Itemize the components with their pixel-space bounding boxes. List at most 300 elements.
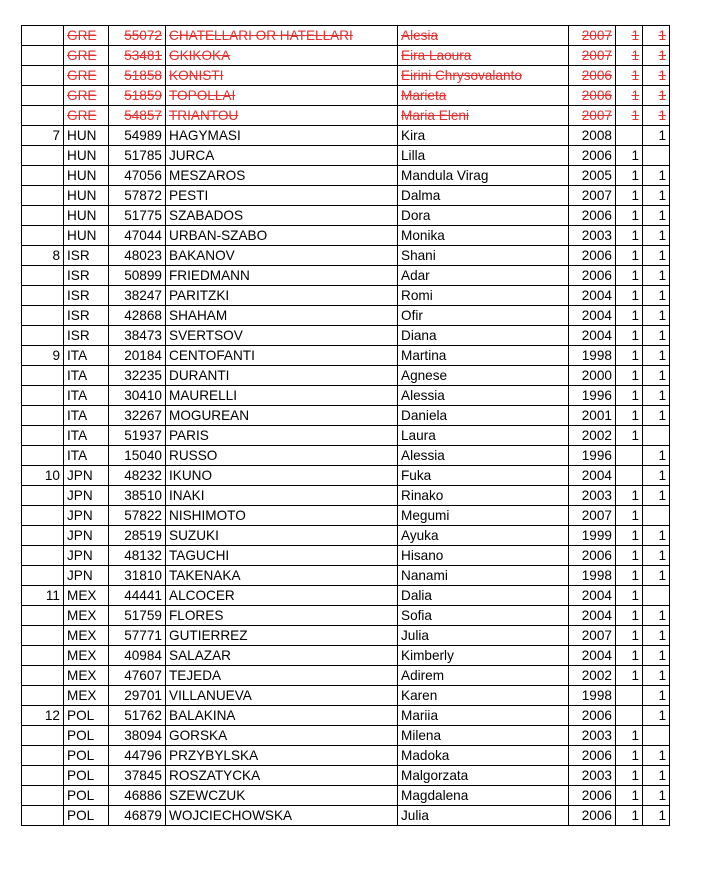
entry-flag-2-cell: 1 xyxy=(643,686,670,706)
group-number-cell xyxy=(22,626,64,646)
surname-cell: MAURELLI xyxy=(166,386,398,406)
table-row xyxy=(22,806,670,826)
given-name-cell: Laura xyxy=(398,426,569,446)
athlete-id-cell: 51937 xyxy=(109,426,166,446)
group-number-cell xyxy=(22,106,64,126)
entry-flag-1-cell: 1 xyxy=(616,326,643,346)
group-number-cell xyxy=(22,546,64,566)
surname-cell: IKUNO xyxy=(166,466,398,486)
nation-code-cell: ISR xyxy=(64,326,109,346)
nation-code-cell: HUN xyxy=(64,166,109,186)
athlete-id-cell: 51762 xyxy=(109,706,166,726)
entry-flag-2-cell: 1 xyxy=(643,446,670,466)
athlete-id-cell: 37845 xyxy=(109,766,166,786)
surname-cell: TRIANTOU xyxy=(166,106,398,126)
surname-cell: FRIEDMANN xyxy=(166,266,398,286)
table-row xyxy=(22,166,670,186)
table-row-cancelled xyxy=(22,26,670,46)
birth-year-cell: 2002 xyxy=(569,426,616,446)
birth-year-cell: 1996 xyxy=(569,446,616,466)
birth-year-cell: 2003 xyxy=(569,486,616,506)
group-number-cell xyxy=(22,166,64,186)
group-number-cell xyxy=(22,746,64,766)
athlete-id-cell: 30410 xyxy=(109,386,166,406)
entry-flag-1-cell xyxy=(616,126,643,146)
entry-flag-1-cell: 1 xyxy=(616,166,643,186)
group-number-cell xyxy=(22,526,64,546)
group-number-cell xyxy=(22,726,64,746)
nation-code-cell: JPN xyxy=(64,506,109,526)
nation-code-cell: JPN xyxy=(64,566,109,586)
surname-cell: PESTI xyxy=(166,186,398,206)
nation-code-cell: MEX xyxy=(64,646,109,666)
entry-flag-1-cell: 1 xyxy=(616,426,643,446)
nation-code-cell: MEX xyxy=(64,626,109,646)
table-row xyxy=(22,126,670,146)
nation-code-cell: HUN xyxy=(64,206,109,226)
group-number-cell xyxy=(22,646,64,666)
group-number-cell xyxy=(22,806,64,826)
given-name-cell: Ayuka xyxy=(398,526,569,546)
birth-year-cell: 2008 xyxy=(569,126,616,146)
birth-year-cell: 2007 xyxy=(569,506,616,526)
group-number-cell: 8 xyxy=(22,246,64,266)
given-name-cell: Fuka xyxy=(398,466,569,486)
birth-year-cell: 2006 xyxy=(569,266,616,286)
group-number-cell xyxy=(22,146,64,166)
entry-flag-2-cell: 1 xyxy=(643,806,670,826)
nation-code-cell: POL xyxy=(64,726,109,746)
entry-flag-1-cell: 1 xyxy=(616,806,643,826)
birth-year-cell: 1999 xyxy=(569,526,616,546)
nation-code-cell: GRE xyxy=(64,66,109,86)
birth-year-cell: 2007 xyxy=(569,626,616,646)
athlete-id-cell: 54989 xyxy=(109,126,166,146)
entry-flag-2-cell: 1 xyxy=(643,266,670,286)
given-name-cell: Martina xyxy=(398,346,569,366)
given-name-cell: Malgorzata xyxy=(398,766,569,786)
nation-code-cell: JPN xyxy=(64,486,109,506)
surname-cell: SUZUKI xyxy=(166,526,398,546)
athlete-id-cell: 53481 xyxy=(109,46,166,66)
surname-cell: TAGUCHI xyxy=(166,546,398,566)
nation-code-cell: JPN xyxy=(64,526,109,546)
table-row-cancelled xyxy=(22,66,670,86)
nation-code-cell: GRE xyxy=(64,106,109,126)
given-name-cell: Shani xyxy=(398,246,569,266)
surname-cell: GKIKOKA xyxy=(166,46,398,66)
athlete-id-cell: 44441 xyxy=(109,586,166,606)
entry-flag-1-cell: 1 xyxy=(616,386,643,406)
entry-flag-1-cell: 1 xyxy=(616,506,643,526)
group-number-cell xyxy=(22,366,64,386)
entry-flag-1-cell: 1 xyxy=(616,306,643,326)
athlete-id-cell: 15040 xyxy=(109,446,166,466)
given-name-cell: Kimberly xyxy=(398,646,569,666)
surname-cell: HAGYMASI xyxy=(166,126,398,146)
group-number-cell xyxy=(22,206,64,226)
table-row xyxy=(22,706,670,726)
nation-code-cell: GRE xyxy=(64,46,109,66)
entry-flag-2-cell: 1 xyxy=(643,46,670,66)
athlete-id-cell: 20184 xyxy=(109,346,166,366)
nation-code-cell: HUN xyxy=(64,126,109,146)
surname-cell: WOJCIECHOWSKA xyxy=(166,806,398,826)
nation-code-cell: MEX xyxy=(64,606,109,626)
nation-code-cell: JPN xyxy=(64,546,109,566)
nation-code-cell: ISR xyxy=(64,266,109,286)
nation-code-cell: ITA xyxy=(64,346,109,366)
birth-year-cell: 2003 xyxy=(569,766,616,786)
athlete-id-cell: 38247 xyxy=(109,286,166,306)
entry-flag-2-cell: 1 xyxy=(643,546,670,566)
birth-year-cell: 2003 xyxy=(569,726,616,746)
surname-cell: CENTOFANTI xyxy=(166,346,398,366)
entry-flag-2-cell: 1 xyxy=(643,746,670,766)
athlete-id-cell: 51859 xyxy=(109,86,166,106)
entry-flag-1-cell: 1 xyxy=(616,646,643,666)
table-row xyxy=(22,546,670,566)
birth-year-cell: 2004 xyxy=(569,586,616,606)
given-name-cell: Adirem xyxy=(398,666,569,686)
nation-code-cell: ITA xyxy=(64,446,109,466)
athlete-id-cell: 32267 xyxy=(109,406,166,426)
birth-year-cell: 2001 xyxy=(569,406,616,426)
table-row xyxy=(22,406,670,426)
athlete-id-cell: 40984 xyxy=(109,646,166,666)
athlete-id-cell: 47607 xyxy=(109,666,166,686)
surname-cell: BAKANOV xyxy=(166,246,398,266)
surname-cell: SALAZAR xyxy=(166,646,398,666)
birth-year-cell: 2006 xyxy=(569,66,616,86)
table-row xyxy=(22,346,670,366)
table-row xyxy=(22,766,670,786)
table-row xyxy=(22,246,670,266)
group-number-cell xyxy=(22,26,64,46)
table-row xyxy=(22,206,670,226)
surname-cell: ROSZATYCKA xyxy=(166,766,398,786)
table-row xyxy=(22,586,670,606)
surname-cell: FLORES xyxy=(166,606,398,626)
group-number-cell: 12 xyxy=(22,706,64,726)
surname-cell: SZABADOS xyxy=(166,206,398,226)
entry-flag-2-cell: 1 xyxy=(643,606,670,626)
surname-cell: PARIS xyxy=(166,426,398,446)
entry-flag-2-cell: 1 xyxy=(643,306,670,326)
entry-flag-2-cell: 1 xyxy=(643,366,670,386)
athlete-id-cell: 51759 xyxy=(109,606,166,626)
table-row xyxy=(22,626,670,646)
surname-cell: INAKI xyxy=(166,486,398,506)
athlete-id-cell: 47044 xyxy=(109,226,166,246)
table-row xyxy=(22,286,670,306)
surname-cell: GORSKA xyxy=(166,726,398,746)
nation-code-cell: HUN xyxy=(64,186,109,206)
birth-year-cell: 2004 xyxy=(569,326,616,346)
entry-flag-2-cell: 1 xyxy=(643,206,670,226)
surname-cell: SVERTSOV xyxy=(166,326,398,346)
birth-year-cell: 2004 xyxy=(569,606,616,626)
roster-body xyxy=(22,26,670,826)
entry-flag-2-cell: 1 xyxy=(643,786,670,806)
birth-year-cell: 2007 xyxy=(569,106,616,126)
entry-flag-1-cell: 1 xyxy=(616,486,643,506)
birth-year-cell: 2006 xyxy=(569,206,616,226)
nation-code-cell: MEX xyxy=(64,586,109,606)
athlete-roster-table xyxy=(21,25,670,826)
birth-year-cell: 2006 xyxy=(569,706,616,726)
surname-cell: TEJEDA xyxy=(166,666,398,686)
entry-flag-2-cell: 1 xyxy=(643,246,670,266)
given-name-cell: Hisano xyxy=(398,546,569,566)
given-name-cell: Magdalena xyxy=(398,786,569,806)
birth-year-cell: 1998 xyxy=(569,686,616,706)
nation-code-cell: MEX xyxy=(64,666,109,686)
nation-code-cell: ITA xyxy=(64,406,109,426)
entry-flag-2-cell xyxy=(643,726,670,746)
surname-cell: DURANTI xyxy=(166,366,398,386)
table-row xyxy=(22,446,670,466)
surname-cell: SHAHAM xyxy=(166,306,398,326)
group-number-cell xyxy=(22,566,64,586)
group-number-cell xyxy=(22,306,64,326)
table-row xyxy=(22,686,670,706)
group-number-cell xyxy=(22,406,64,426)
birth-year-cell: 2007 xyxy=(569,46,616,66)
table-row xyxy=(22,726,670,746)
given-name-cell: Eira Laoura xyxy=(398,46,569,66)
surname-cell: ALCOCER xyxy=(166,586,398,606)
group-number-cell xyxy=(22,766,64,786)
nation-code-cell: GRE xyxy=(64,86,109,106)
entry-flag-1-cell xyxy=(616,446,643,466)
entry-flag-1-cell: 1 xyxy=(616,586,643,606)
surname-cell: TOPOLLAI xyxy=(166,86,398,106)
table-row xyxy=(22,646,670,666)
surname-cell: RUSSO xyxy=(166,446,398,466)
given-name-cell: Maria Eleni xyxy=(398,106,569,126)
table-row xyxy=(22,786,670,806)
athlete-id-cell: 48023 xyxy=(109,246,166,266)
group-number-cell xyxy=(22,326,64,346)
nation-code-cell: ITA xyxy=(64,426,109,446)
table-row xyxy=(22,426,670,446)
given-name-cell: Romi xyxy=(398,286,569,306)
athlete-id-cell: 46879 xyxy=(109,806,166,826)
entry-flag-1-cell: 1 xyxy=(616,266,643,286)
surname-cell: SZEWCZUK xyxy=(166,786,398,806)
entry-flag-1-cell xyxy=(616,686,643,706)
nation-code-cell: POL xyxy=(64,706,109,726)
table-row xyxy=(22,266,670,286)
entry-flag-1-cell: 1 xyxy=(616,526,643,546)
surname-cell: PARITZKI xyxy=(166,286,398,306)
birth-year-cell: 2006 xyxy=(569,786,616,806)
birth-year-cell: 2000 xyxy=(569,366,616,386)
athlete-id-cell: 55072 xyxy=(109,26,166,46)
nation-code-cell: POL xyxy=(64,806,109,826)
birth-year-cell: 2006 xyxy=(569,86,616,106)
entry-flag-2-cell: 1 xyxy=(643,26,670,46)
entry-flag-1-cell: 1 xyxy=(616,346,643,366)
athlete-id-cell: 48232 xyxy=(109,466,166,486)
surname-cell: NISHIMOTO xyxy=(166,506,398,526)
given-name-cell: Dalia xyxy=(398,586,569,606)
entry-flag-2-cell: 1 xyxy=(643,466,670,486)
birth-year-cell: 2006 xyxy=(569,146,616,166)
nation-code-cell: POL xyxy=(64,766,109,786)
birth-year-cell: 2004 xyxy=(569,466,616,486)
given-name-cell: Dora xyxy=(398,206,569,226)
entry-flag-1-cell: 1 xyxy=(616,106,643,126)
nation-code-cell: ISR xyxy=(64,286,109,306)
group-number-cell xyxy=(22,226,64,246)
surname-cell: VILLANUEVA xyxy=(166,686,398,706)
entry-flag-2-cell: 1 xyxy=(643,666,670,686)
surname-cell: BALAKINA xyxy=(166,706,398,726)
surname-cell: MOGUREAN xyxy=(166,406,398,426)
entry-flag-1-cell: 1 xyxy=(616,546,643,566)
entry-flag-1-cell: 1 xyxy=(616,786,643,806)
birth-year-cell: 2007 xyxy=(569,186,616,206)
athlete-id-cell: 51858 xyxy=(109,66,166,86)
entry-flag-2-cell xyxy=(643,506,670,526)
athlete-id-cell: 54857 xyxy=(109,106,166,126)
birth-year-cell: 2004 xyxy=(569,306,616,326)
surname-cell: URBAN-SZABO xyxy=(166,226,398,246)
given-name-cell: Julia xyxy=(398,626,569,646)
athlete-id-cell: 44796 xyxy=(109,746,166,766)
entry-flag-1-cell: 1 xyxy=(616,726,643,746)
nation-code-cell: ITA xyxy=(64,366,109,386)
nation-code-cell: ISR xyxy=(64,306,109,326)
given-name-cell: Julia xyxy=(398,806,569,826)
entry-flag-2-cell: 1 xyxy=(643,166,670,186)
entry-flag-2-cell xyxy=(643,426,670,446)
entry-flag-2-cell: 1 xyxy=(643,106,670,126)
athlete-id-cell: 42868 xyxy=(109,306,166,326)
group-number-cell: 11 xyxy=(22,586,64,606)
entry-flag-2-cell: 1 xyxy=(643,406,670,426)
birth-year-cell: 2005 xyxy=(569,166,616,186)
surname-cell: PRZYBYLSKA xyxy=(166,746,398,766)
table-row xyxy=(22,146,670,166)
nation-code-cell: GRE xyxy=(64,26,109,46)
entry-flag-1-cell: 1 xyxy=(616,746,643,766)
entry-flag-2-cell xyxy=(643,586,670,606)
table-row-cancelled xyxy=(22,106,670,126)
given-name-cell: Nanami xyxy=(398,566,569,586)
given-name-cell: Megumi xyxy=(398,506,569,526)
group-number-cell xyxy=(22,86,64,106)
nation-code-cell: ITA xyxy=(64,386,109,406)
entry-flag-2-cell: 1 xyxy=(643,186,670,206)
entry-flag-2-cell: 1 xyxy=(643,706,670,726)
table-row xyxy=(22,606,670,626)
given-name-cell: Marieta xyxy=(398,86,569,106)
entry-flag-1-cell: 1 xyxy=(616,606,643,626)
athlete-id-cell: 51785 xyxy=(109,146,166,166)
entry-flag-1-cell: 1 xyxy=(616,66,643,86)
birth-year-cell: 2007 xyxy=(569,26,616,46)
entry-flag-2-cell: 1 xyxy=(643,326,670,346)
birth-year-cell: 2003 xyxy=(569,226,616,246)
given-name-cell: Lilla xyxy=(398,146,569,166)
birth-year-cell: 1996 xyxy=(569,386,616,406)
athlete-id-cell: 38094 xyxy=(109,726,166,746)
given-name-cell: Karen xyxy=(398,686,569,706)
athlete-id-cell: 46886 xyxy=(109,786,166,806)
given-name-cell: Alesia xyxy=(398,26,569,46)
surname-cell: MESZAROS xyxy=(166,166,398,186)
group-number-cell: 9 xyxy=(22,346,64,366)
entry-flag-1-cell: 1 xyxy=(616,626,643,646)
given-name-cell: Alessia xyxy=(398,386,569,406)
nation-code-cell: POL xyxy=(64,746,109,766)
given-name-cell: Kira xyxy=(398,126,569,146)
group-number-cell xyxy=(22,666,64,686)
entry-flag-1-cell: 1 xyxy=(616,566,643,586)
athlete-id-cell: 48132 xyxy=(109,546,166,566)
nation-code-cell: HUN xyxy=(64,146,109,166)
entry-flag-1-cell: 1 xyxy=(616,226,643,246)
table-row xyxy=(22,526,670,546)
athlete-id-cell: 29701 xyxy=(109,686,166,706)
athlete-id-cell: 57822 xyxy=(109,506,166,526)
entry-flag-2-cell: 1 xyxy=(643,346,670,366)
athlete-id-cell: 57771 xyxy=(109,626,166,646)
entry-flag-1-cell: 1 xyxy=(616,366,643,386)
birth-year-cell: 2006 xyxy=(569,746,616,766)
table-row-cancelled xyxy=(22,86,670,106)
nation-code-cell: MEX xyxy=(64,686,109,706)
table-row xyxy=(22,666,670,686)
athlete-id-cell: 57872 xyxy=(109,186,166,206)
table-row xyxy=(22,486,670,506)
birth-year-cell: 2006 xyxy=(569,546,616,566)
entry-flag-2-cell: 1 xyxy=(643,86,670,106)
entry-flag-2-cell: 1 xyxy=(643,386,670,406)
athlete-id-cell: 31810 xyxy=(109,566,166,586)
athlete-id-cell: 50899 xyxy=(109,266,166,286)
table-row xyxy=(22,226,670,246)
birth-year-cell: 2006 xyxy=(569,246,616,266)
given-name-cell: Diana xyxy=(398,326,569,346)
entry-flag-2-cell: 1 xyxy=(643,566,670,586)
table-row xyxy=(22,566,670,586)
birth-year-cell: 1998 xyxy=(569,566,616,586)
entry-flag-1-cell: 1 xyxy=(616,206,643,226)
group-number-cell xyxy=(22,686,64,706)
group-number-cell xyxy=(22,486,64,506)
entry-flag-2-cell: 1 xyxy=(643,486,670,506)
nation-code-cell: ISR xyxy=(64,246,109,266)
entry-flag-1-cell: 1 xyxy=(616,146,643,166)
group-number-cell xyxy=(22,66,64,86)
table-row xyxy=(22,746,670,766)
given-name-cell: Agnese xyxy=(398,366,569,386)
surname-cell: TAKENAKA xyxy=(166,566,398,586)
surname-cell: JURCA xyxy=(166,146,398,166)
athlete-id-cell: 38510 xyxy=(109,486,166,506)
entry-flag-2-cell: 1 xyxy=(643,626,670,646)
group-number-cell xyxy=(22,46,64,66)
entry-flag-1-cell: 1 xyxy=(616,46,643,66)
entry-flag-1-cell: 1 xyxy=(616,286,643,306)
entry-flag-1-cell: 1 xyxy=(616,406,643,426)
table-row-cancelled xyxy=(22,46,670,66)
group-number-cell: 7 xyxy=(22,126,64,146)
